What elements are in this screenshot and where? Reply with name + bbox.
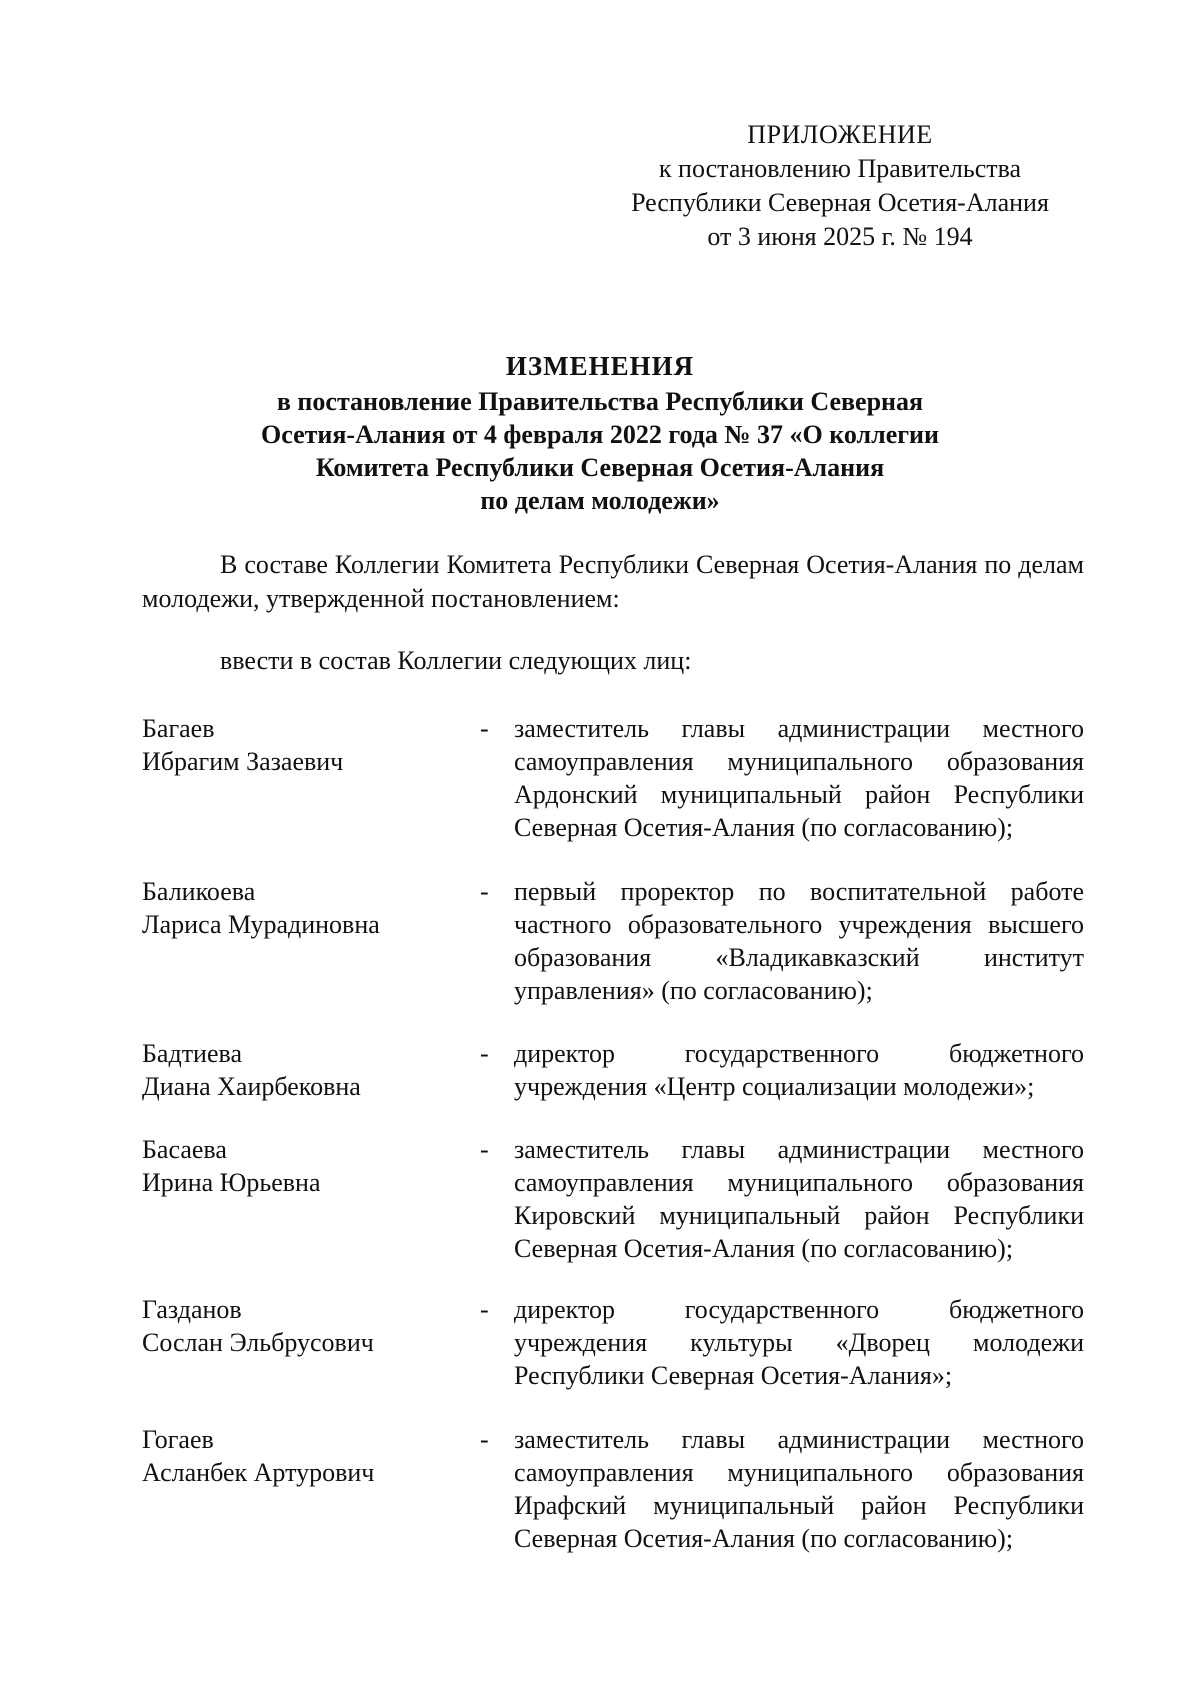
member-description: заместитель главы администрации местного самоуправления муниципального образования Ардонский муниципальный район Республики Северная Осетия-Алания (по согласованию); <box>514 714 1084 842</box>
member-surname: Гогаев <box>142 1425 214 1454</box>
appendix-line-3: от 3 июня 2025 г. № 194 <box>707 222 973 251</box>
title-line-1: в постановление Правительства Республики Северная <box>276 387 924 416</box>
title-line-2: Осетия-Алания от 4 февраля 2022 года № 37 «О коллегии <box>260 420 940 449</box>
appendix-heading: ПРИЛОЖЕНИЕ <box>747 120 933 149</box>
member-dash: - <box>480 1295 489 1324</box>
member-name <box>142 712 462 778</box>
member-description: директор государственного бюджетного учреждения «Центр социализации молодежи»; <box>514 1039 1084 1101</box>
member-surname: Газданов <box>142 1295 242 1324</box>
appendix-header <box>600 118 1080 254</box>
member-description: заместитель главы администрации местного самоуправления муниципального образования Ирафский муниципальный район Республики Северная Осетия-Алания (по согласованию); <box>514 1425 1084 1553</box>
member-dash: - <box>480 1135 489 1164</box>
member-given-name: Лариса Мурадиновна <box>142 910 380 939</box>
member-surname: Бадтиева <box>142 1039 242 1068</box>
instruction-paragraph: ввести в состав Коллегии следующих лиц: <box>220 646 692 675</box>
intro-paragraph: В составе Коллегии Комитета Республики Северная Осетия-Алания по делам молодежи, утвержденной постановлением: <box>142 550 1084 613</box>
title-line-3: Комитета Республики Северная Осетия-Алания <box>315 453 885 482</box>
member-description: директор государственного бюджетного учреждения культуры «Дворец молодежи Республики Северная Осетия-Алания»; <box>514 1295 1084 1390</box>
member-name <box>142 1293 462 1359</box>
member-surname: Багаев <box>142 714 215 743</box>
appendix-line-1: к постановлению Правительства <box>658 154 1022 183</box>
member-dash: - <box>480 1039 489 1068</box>
appendix-line-2: Республики Северная Осетия-Алания <box>631 188 1049 217</box>
document-title <box>230 350 970 517</box>
member-given-name: Асланбек Артурович <box>142 1458 375 1487</box>
member-name <box>142 875 462 941</box>
member-description: заместитель главы администрации местного самоуправления муниципального образования Кировский муниципальный район Республики Северная Осетия-Алания (по согласованию); <box>514 1135 1084 1263</box>
member-given-name: Ибрагим Зазаевич <box>142 747 344 776</box>
member-surname: Басаева <box>142 1135 227 1164</box>
member-dash: - <box>480 877 489 906</box>
member-description: первый проректор по воспитательной работе частного образовательного учреждения высшего образования «Владикавказский институт управления» (по согласованию); <box>514 877 1084 1005</box>
member-name <box>142 1133 462 1199</box>
member-name <box>142 1037 462 1103</box>
member-dash: - <box>480 714 489 743</box>
member-given-name: Сослан Эльбрусович <box>142 1328 374 1357</box>
title-line-4: по делам молодежи» <box>480 486 720 515</box>
member-surname: Баликоева <box>142 877 256 906</box>
title-main: ИЗМЕНЕНИЯ <box>505 351 695 381</box>
member-given-name: Диана Хаирбековна <box>142 1072 361 1101</box>
member-given-name: Ирина Юрьевна <box>142 1168 321 1197</box>
member-dash: - <box>480 1425 489 1454</box>
member-name <box>142 1423 462 1489</box>
